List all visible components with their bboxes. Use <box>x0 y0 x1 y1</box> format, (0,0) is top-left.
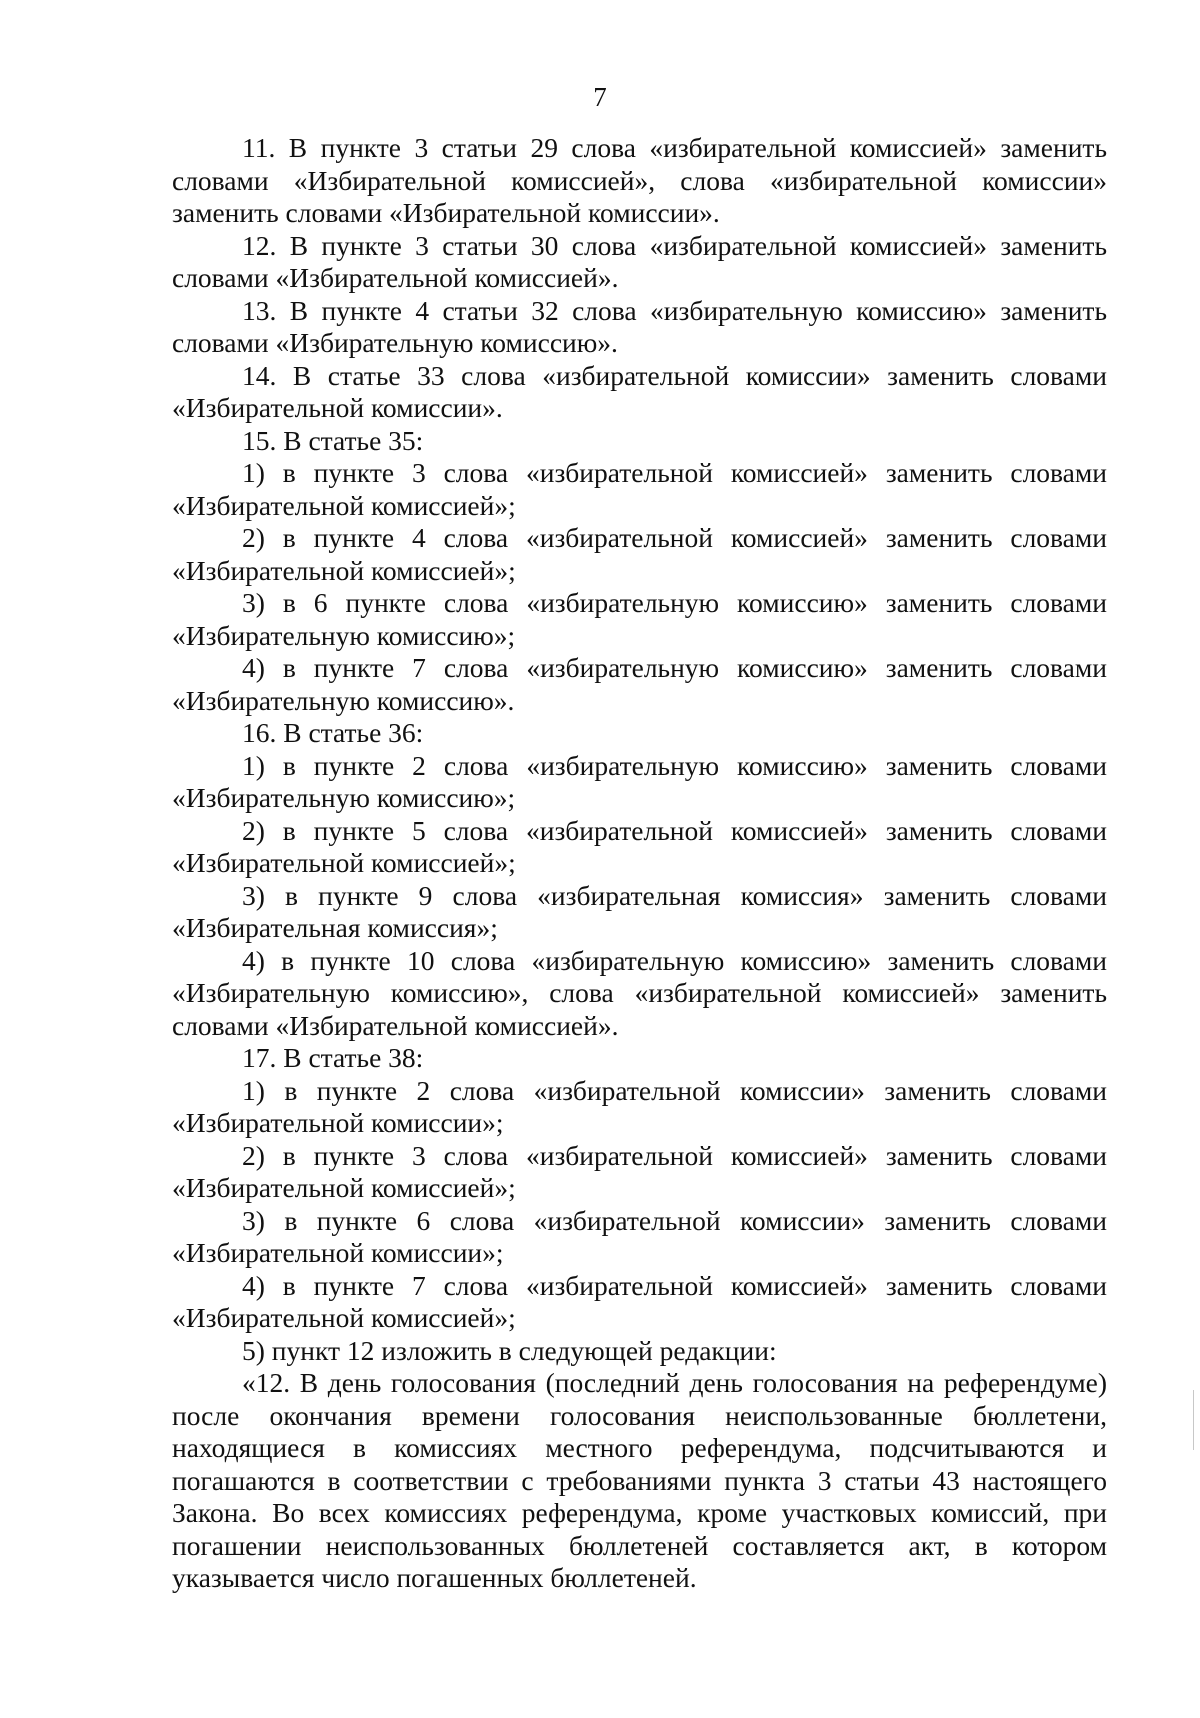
paragraph: 3) в 6 пункте слова «избирательную комиссию» заменить словами «Избирательную комиссию»; <box>172 587 1107 651</box>
scan-edge-mark <box>1193 1390 1194 1450</box>
page-number: 7 <box>593 82 607 112</box>
paragraph: «12. В день голосования (последний день голосования на референдуме) после окончания времени голосования неиспользованные бюллетени, находящиеся в комиссиях местного референдума, подсчитываются и погашаются в соответствии с требованиями пункта 3 статьи 43 настоящего Закона. Во всех комиссиях референдума, кроме участковых комиссий, при погашении неиспользованных бюллетеней составляется акт, в котором указывается число погашенных бюллетеней. <box>172 1367 1107 1593</box>
paragraph: 5) пункт 12 изложить в следующей редакции: <box>242 1334 777 1366</box>
paragraph: 1) в пункте 3 слова «избирательной комиссией» заменить словами «Избирательной комиссией»; <box>172 457 1107 521</box>
paragraph: 2) в пункте 4 слова «избирательной комиссией» заменить словами «Избирательной комиссией»; <box>172 522 1107 586</box>
paragraph: 4) в пункте 10 слова «избирательную комиссию» заменить словами «Избирательную комиссию», слова «избирательной комиссией» заменить словами «Избирательной комиссией». <box>172 944 1107 1041</box>
paragraph: 3) в пункте 6 слова «избирательной комиссии» заменить словами «Избирательной комиссии»; <box>172 1204 1107 1268</box>
document-body <box>172 132 1107 1595</box>
paragraph: 11. В пункте 3 статьи 29 слова «избирательной комиссией» заменить словами «Избирательной комиссией», слова «избирательной комиссии» заменить словами «Избирательной комиссии». <box>172 132 1107 228</box>
paragraph: 3) в пункте 9 слова «избирательная комиссия» заменить словами «Избирательная комиссия»; <box>172 879 1107 943</box>
paragraph: 16. В статье 36: <box>242 717 424 748</box>
paragraph: 17. В статье 38: <box>242 1042 424 1073</box>
paragraph: 2) в пункте 3 слова «избирательной комиссией» заменить словами «Избирательной комиссией»; <box>172 1139 1107 1203</box>
paragraph: 1) в пункте 2 слова «избирательную комиссию» заменить словами «Избирательную комиссию»; <box>172 749 1107 813</box>
paragraph: 12. В пункте 3 статьи 30 слова «избирательной комиссией» заменить словами «Избирательной комиссией». <box>172 229 1107 293</box>
paragraph: 14. В статье 33 слова «избирательной комиссии» заменить словами «Избирательной комиссии». <box>172 359 1107 423</box>
paragraph: 2) в пункте 5 слова «избирательной комиссией» заменить словами «Избирательной комиссией»; <box>172 814 1107 878</box>
paragraph: 13. В пункте 4 статьи 32 слова «избирательную комиссию» заменить словами «Избирательную комиссию». <box>172 294 1107 358</box>
paragraph: 4) в пункте 7 слова «избирательной комиссией» заменить словами «Избирательной комиссией»; <box>172 1269 1107 1333</box>
paragraph: 1) в пункте 2 слова «избирательной комиссии» заменить словами «Избирательной комиссии»; <box>172 1074 1107 1138</box>
paragraph: 4) в пункте 7 слова «избирательную комиссию» заменить словами «Избирательную комиссию». <box>172 652 1107 716</box>
paragraph: 15. В статье 35: <box>242 424 424 456</box>
